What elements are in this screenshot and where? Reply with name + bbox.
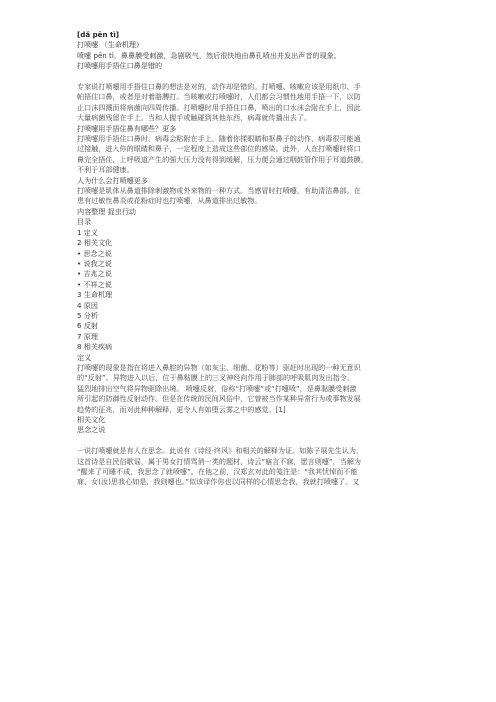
toc-item[interactable]: • 说我之说 <box>77 258 112 268</box>
section-heading-definition: 定义 <box>77 352 92 362</box>
paragraph-line: 不利于耳部健康。 <box>77 165 134 175</box>
credit-line: 内容整理 捉虫行动 <box>77 206 137 216</box>
paragraph-line: 猛烈地排出空气将异物驱除出境。 喷嚏反射，俗称“打喷嚏”或“打嚏喷”，是鼻黏膜受刺激 <box>77 383 357 393</box>
paragraph-line: 的“反射”。异物进入以后，位于鼻粘膜上的三叉神经向作用于肺部的呼吸肌肉发出指令， <box>77 373 354 383</box>
paragraph-line: 鼻完全捂住，上呼吸道产生的强大压力没有得到缓解，压力便会通过咽鼓管作用于耳道鼓膜， <box>77 154 368 164</box>
paragraph-line: 帕捂住口鼻，或者是对着胳膊打。当咳嗽或打喷嚏时，人们都会习惯性地用手捂一下，以防 <box>77 92 361 102</box>
question-link-1[interactable]: 打喷嚏用手捂住鼻有哪些？更多 <box>77 123 177 133</box>
paragraph-3 <box>77 186 438 207</box>
toc-title: 目录 <box>77 217 92 227</box>
paragraph-5 <box>77 446 438 488</box>
paragraph-line: 打喷嚏是肌体从鼻道排除刺激物或外来物的一种方式。当感冒时打喷嚏，有助清洁鼻部。在 <box>77 186 361 196</box>
paragraph-line: 过接触，进入你的眼睛和鼻子，一定程度上造成这些部位的感染。此外，人在打喷嚏时将口 <box>77 144 361 154</box>
toc-item[interactable]: 2 相关文化 <box>77 238 113 248</box>
term-title: 打喷嚏 （生命机理） <box>77 40 144 50</box>
toc-item[interactable]: • 不祥之说 <box>77 279 112 289</box>
table-of-contents <box>77 217 438 352</box>
paragraph-line: 专家说打喷嚏用手捂住口鼻的想法是对的，动作却是错的。打喷嚏、咳嗽应该是用纸巾、手 <box>77 82 361 92</box>
paragraph-line: 所引起的防御性反射动作。但是在传统的民间风俗中，它曾被当作某种异常行为或事物发展 <box>77 394 361 404</box>
toc-item[interactable]: 1 定义 <box>77 227 98 237</box>
toc-item[interactable]: 6 反射 <box>77 321 98 331</box>
pinyin: [dǎ pēn tì] <box>77 30 120 39</box>
paragraph-line: 打喷嚏的现象是指在将进入鼻腔的异物（如灰尘、细菌、花粉等）驱赶时出现的一种无意识 <box>77 362 361 372</box>
definition: 喷嚏 pēn tì，鼻鼻膜受刺激，急剧吸气，然后很快地由鼻孔喷出并发出声音的现象。 <box>77 50 341 60</box>
paragraph-4 <box>77 363 438 415</box>
paragraph-line: 止口沫四溅而将病菌向四周传播。打喷嚏时用手捂住口鼻，喷出的口水沫会附在手上，因此 <box>77 102 361 112</box>
toc-item[interactable]: 3 生命机理 <box>77 290 113 300</box>
toc-item[interactable]: • 思念之说 <box>77 248 112 258</box>
paragraph-line: 一说打喷嚏就是有人在思念。此说有《诗经·终风》和相关的解释为证。如陈子展先生认为， <box>77 446 364 456</box>
question-link-2[interactable]: 人为什么会打喷嚏更多 <box>77 175 148 185</box>
paragraph-line: 趋势的征兆，而对此种种解释，更令人有如堕云雾之中的感觉。[1] <box>77 404 286 414</box>
subheading: 打喷嚏用手捂住口鼻是错的 <box>77 61 163 71</box>
toc-item[interactable]: 4 原因 <box>77 300 98 310</box>
paragraph-line: 大量病菌残留在手上。当和人握手或触碰到其他东西，病毒就传播出去了。 <box>77 113 312 123</box>
paragraph-line: 寐，女(汝)思我心如是，我则嚏也。”似该译作你也以同样的心情思念我，我就打喷嚏了。又 <box>77 477 360 487</box>
toc-item[interactable]: 8 相关疾病 <box>77 342 113 352</box>
toc-item[interactable]: 7 原理 <box>77 331 98 341</box>
paragraph-line: “醒来了可睡不成，我思念了就喷嚏”。在他之前，汉郑玄对此的笺注是：“我其忧悼而不能 <box>77 467 358 477</box>
paragraph-line: 这首诗是自民俗歌谣，属于男女打情骂俏一类的题材，诗云“寤言不寐，愿言则嚏”，当解为 <box>77 456 362 466</box>
paragraph-1 <box>77 82 438 124</box>
section-heading-culture: 相关文化 <box>77 415 106 425</box>
paragraph-2 <box>77 134 438 176</box>
toc-item[interactable]: 5 分析 <box>77 310 98 320</box>
paragraph-line: 患有过敏性鼻炎或花粉症时也打喷嚏，从鼻道排出过敏物。 <box>77 196 262 206</box>
paragraph-line: 打喷嚏用手捂住口鼻时，病毒会粘附在手上，随着你揉眼睛和抠鼻子的动作，病毒很可能通 <box>77 134 361 144</box>
toc-item[interactable]: • 吉兆之说 <box>77 269 112 279</box>
section-heading-thinking: 思念之说 <box>77 425 106 435</box>
